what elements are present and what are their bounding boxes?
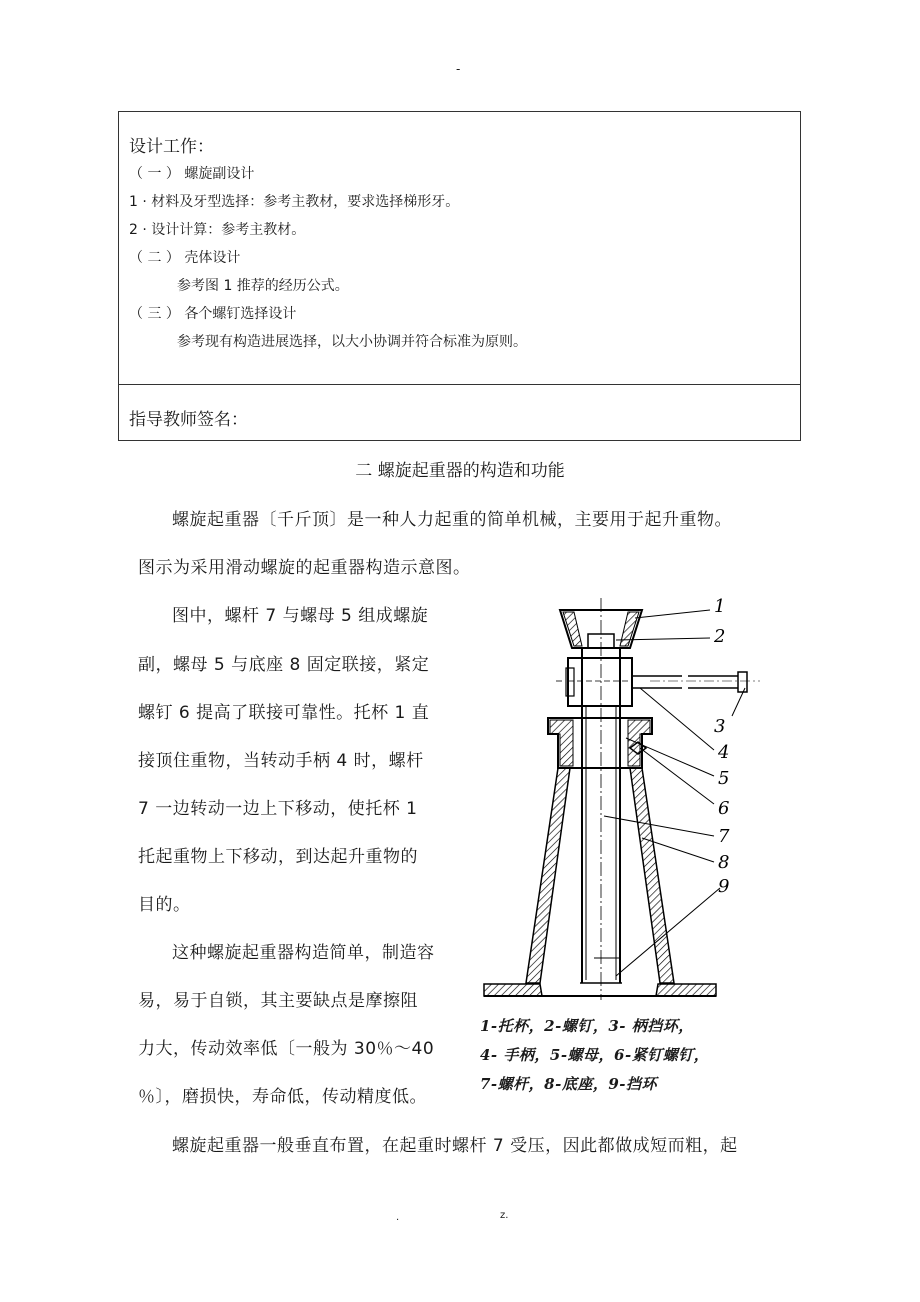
signature-label: 指导教师签名：: [129, 410, 248, 430]
label-9: 9: [718, 876, 730, 897]
label-6: 6: [718, 798, 730, 819]
body2-line-2: 易，易于自锁，其主要缺点是摩擦阻: [138, 991, 418, 1011]
footer-mark: z.: [500, 1210, 509, 1221]
design-task-box: [118, 111, 801, 441]
task-line-3: 2 · 设计计算：参考主教材。: [129, 222, 306, 238]
body-line-7: 目的。: [138, 895, 191, 915]
label-5: 5: [718, 768, 730, 789]
label-3: 3: [714, 716, 726, 737]
task-line-5: 参考图 1 推荐的经历公式。: [177, 278, 349, 294]
label-1: 1: [714, 596, 726, 617]
task-line-1: （ 一 ） 螺旋副设计: [129, 166, 255, 182]
label-8: 8: [718, 852, 730, 873]
task-line-6: （ 三 ） 各个螺钉选择设计: [129, 306, 297, 322]
base-body: [484, 718, 716, 996]
intro-line-1: 螺旋起重器〔千斤顶〕是一种人力起重的简单机械，主要用于起升重物。: [172, 510, 732, 530]
header-mark: -: [456, 62, 461, 76]
body-line-4: 接顶住重物，当转动手柄 4 时，螺杆: [138, 751, 424, 771]
section-title: 二 螺旋起重器的构造和功能: [355, 461, 565, 481]
label-7: 7: [718, 826, 730, 847]
task-divider: [119, 384, 800, 385]
body-line-6: 托起重物上下移动，到达起升重物的: [138, 847, 418, 867]
intro-line-2: 图示为采用滑动螺旋的起重器构造示意图。: [138, 558, 471, 578]
leader-lines: [604, 610, 745, 976]
footer-dot: .: [396, 1212, 400, 1223]
task-title: 设计工作：: [129, 137, 214, 157]
task-line-4: （ 二 ） 壳体设计: [129, 250, 241, 266]
body-line-3: 螺钉 6 提高了联接可靠性。托杯 1 直: [138, 703, 430, 723]
body-line-5: 7 一边转动一边上下移动，使托杯 1: [138, 799, 418, 819]
figure-caption-line-2: 4- 手柄，5-螺母，6-紧钉螺钉，: [480, 1046, 710, 1064]
task-line-2: 1 · 材料及牙型选择：参考主教材，要求选择梯形牙。: [129, 194, 460, 210]
figure-caption-line-1: 1-托杯，2-螺钉，3- 柄挡环，: [480, 1017, 694, 1035]
last-line: 螺旋起重器一般垂直布置，在起重时螺杆 7 受压，因此都做成短而粗，起: [172, 1136, 738, 1156]
handle: [556, 672, 760, 692]
screw-jack-diagram: [470, 588, 780, 1008]
label-2: 2: [714, 626, 726, 647]
body-line-2: 副，螺母 5 与底座 8 固定联接，紧定: [138, 655, 430, 675]
body2-line-1: 这种螺旋起重器构造简单，制造容: [172, 943, 435, 963]
task-line-7: 参考现有构造进展选择，以大小协调并符合标准为原则。: [177, 334, 527, 350]
label-4: 4: [718, 742, 730, 763]
figure-caption-line-3: 7-螺杆，8-底座，9-挡环: [480, 1075, 657, 1093]
top-block: [568, 658, 632, 706]
body2-line-4: ％〕，磨损快，寿命低，传动精度低。: [138, 1087, 427, 1107]
body2-line-3: 力大，传动效率低〔一般为 30％～40: [138, 1039, 435, 1059]
body-line-1: 图中，螺杆 7 与螺母 5 组成螺旋: [172, 606, 429, 626]
